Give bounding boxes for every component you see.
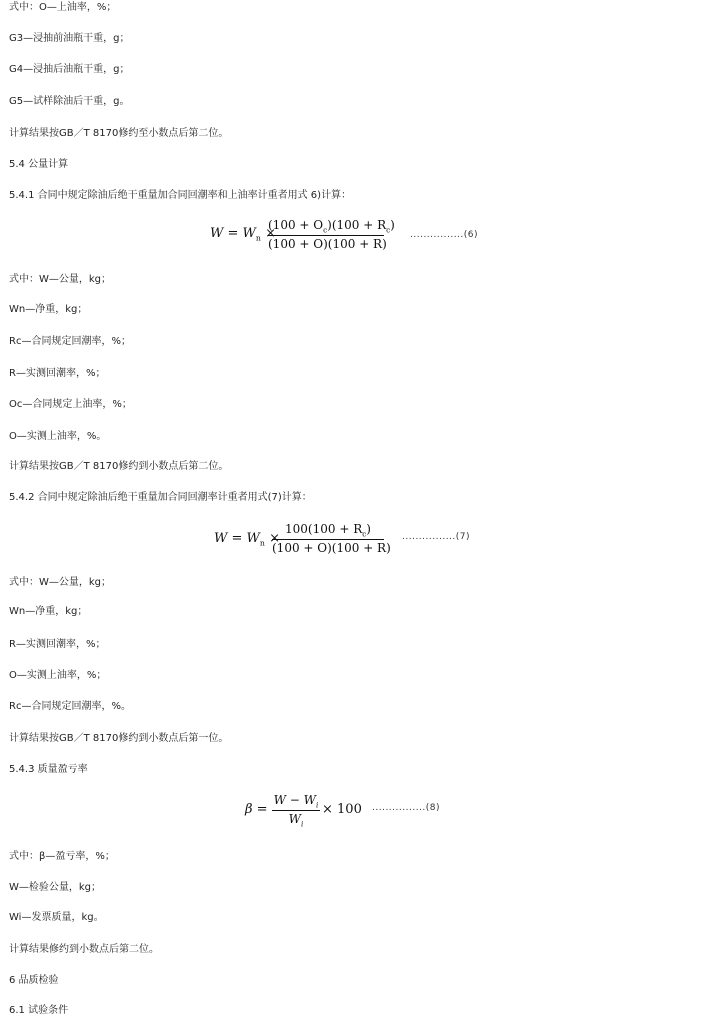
- eq7-numerator: $100(100 + R_c)$: [285, 522, 371, 539]
- line-legend-w-1: 式中：W—公量，kg；: [9, 274, 112, 285]
- eq8-fraction-bar: [272, 810, 320, 811]
- legend-g5-text: G5—试样除油后干重，g。: [9, 96, 130, 107]
- line-legend-wn-2: Wn—净重，kg；: [9, 606, 88, 617]
- equation-7-leader: [402, 532, 470, 542]
- legend-g4-text: G4—浸抽后油瓶干重，g；: [9, 64, 130, 75]
- line-legend-wn-1: Wn—净重，kg；: [9, 304, 88, 315]
- line-legend-g5: [9, 96, 129, 108]
- equation-6-leader: [410, 230, 478, 240]
- line-legend-rc-2: Rc—合同规定回潮率，%。: [9, 701, 131, 712]
- line-legend-wi: Wi—发票质量，kg。: [9, 912, 104, 923]
- equation-7-number: (7): [455, 532, 471, 542]
- line-legend-oc: Oc—合同规定上油率，%；: [9, 399, 132, 410]
- eq8-lhs-text: β =: [245, 802, 268, 817]
- eq6-denominator: (100 + O)(100 + R): [268, 237, 387, 252]
- line-legend-o-3: O—实测上油率，%；: [9, 670, 107, 681]
- eq6-times: ×: [265, 226, 276, 241]
- section-heading-6-1: 6.1 试验条件: [9, 1005, 69, 1016]
- clause-5-4-3: 5.4.3 质量盈亏率: [9, 764, 88, 775]
- eq6-fraction-bar: [268, 235, 384, 236]
- eq6-dots: ................: [410, 230, 464, 240]
- line-formula-legend-o: 式中：O—上油率，%；: [9, 2, 117, 13]
- eq6-lhs-text: W = W: [210, 226, 256, 241]
- clause-5-4-1: 5.4.1 合同中规定除油后绝干重量加合同回潮率和上油率计重者用式 6)计算：: [9, 190, 352, 201]
- eq8-numerator: $W - W_i$: [273, 793, 319, 810]
- line-rounding-note-2: 计算结果按GB／T 8170修约到小数点后第二位。: [9, 461, 229, 472]
- equation-8-times: × 100: [322, 802, 362, 817]
- line-legend-g4: [9, 64, 129, 76]
- equation-8-number: (8): [425, 803, 441, 813]
- equation-8-leader: [372, 803, 440, 813]
- eq6-numerator: $(100 + O_c)(100 + R_c)$: [268, 218, 395, 235]
- section-heading-6: 6 品质检验: [9, 975, 59, 986]
- line-legend-r-2: R—实测回潮率，%；: [9, 639, 106, 650]
- line-legend-r-1: R—实测回潮率，%；: [9, 368, 106, 379]
- section-heading-5-4: 5.4 公量计算: [9, 159, 69, 170]
- equation-7-lhs: [214, 531, 280, 548]
- eq8-dots: ................: [372, 803, 426, 813]
- legend-g3-text: G3—浸抽前油瓶干重，g；: [9, 33, 130, 44]
- eq7-lhs-text: W = W: [214, 531, 260, 546]
- line-rounding-note-3: 计算结果按GB／T 8170修约到小数点后第一位。: [9, 733, 229, 744]
- clause-5-4-2: 5.4.2 合同中规定除油后绝干重量加合同回潮率计重者用式(7)计算：: [9, 492, 312, 503]
- eq7-dots: ................: [402, 532, 456, 542]
- eq7-times: ×: [269, 531, 280, 546]
- line-rounding-note-4: 计算结果修约到小数点后第二位。: [9, 944, 159, 955]
- line-legend-beta: 式中：β—盈亏率，%；: [9, 851, 115, 862]
- eq7-lhs-sub: n: [259, 538, 265, 548]
- line-legend-w-2: 式中：W—公量，kg；: [9, 577, 112, 588]
- equation-8-fraction: [272, 793, 320, 829]
- line-legend-o-2: O—实测上油率，%。: [9, 431, 107, 442]
- equation-6-fraction: [268, 218, 395, 252]
- eq8-denominator: $W_i$: [288, 812, 304, 829]
- line-legend-w-3: W—检验公量，kg；: [9, 882, 102, 893]
- line-legend-g3: [9, 33, 129, 45]
- eq7-fraction-bar: [272, 539, 384, 540]
- equation-7-fraction: [272, 522, 391, 556]
- eq7-denominator: (100 + O)(100 + R): [272, 541, 391, 556]
- equation-8-lhs: [245, 802, 268, 817]
- line-rounding-note-1: 计算结果按GB／T 8170修约至小数点后第二位。: [9, 128, 229, 139]
- equation-6-number: (6): [463, 230, 479, 240]
- equation-6-lhs: [210, 226, 276, 243]
- line-legend-rc-1: Rc—合同规定回潮率，%；: [9, 336, 131, 347]
- eq6-lhs-sub: n: [255, 233, 261, 243]
